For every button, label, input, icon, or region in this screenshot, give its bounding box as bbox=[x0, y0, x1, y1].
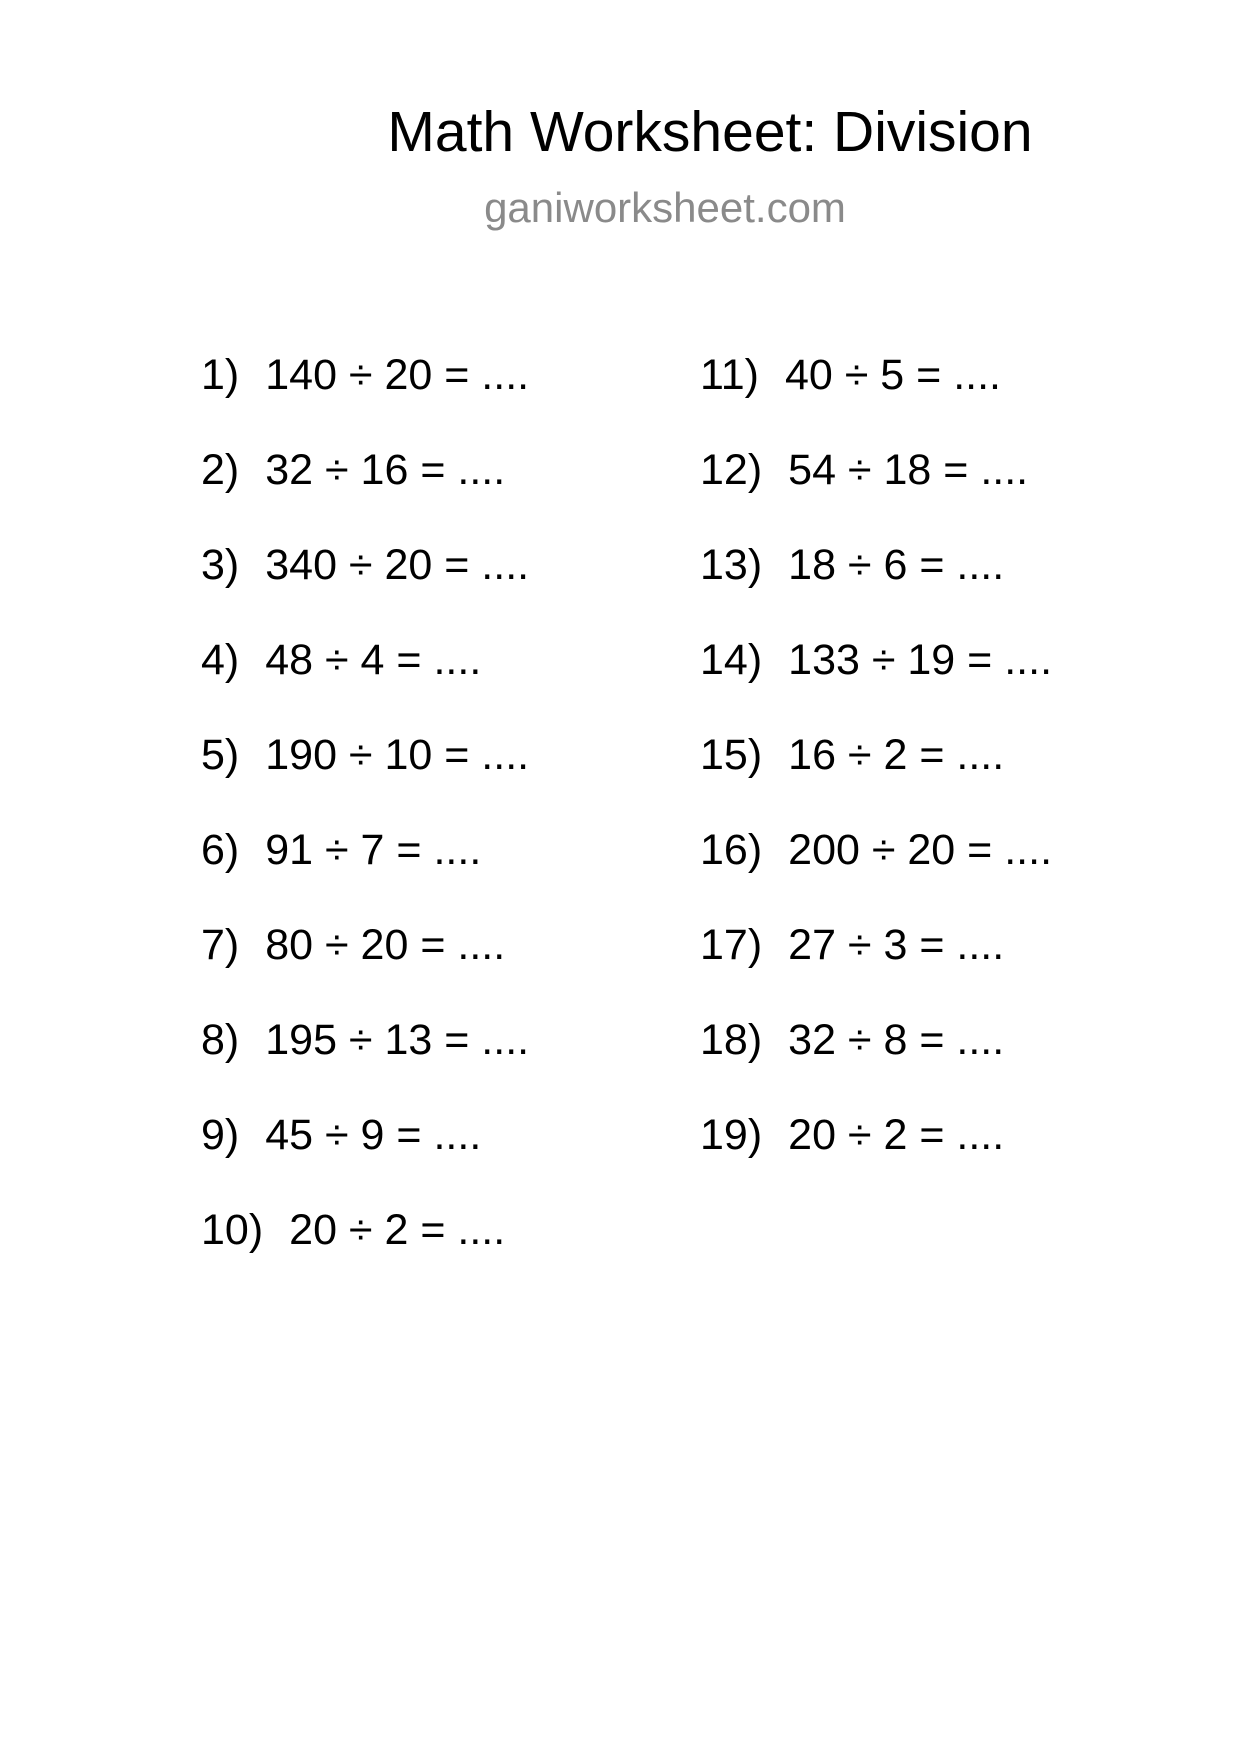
problem-expression: 140 ÷ 20 = .... bbox=[265, 351, 530, 399]
problem-number: 6) bbox=[201, 826, 240, 874]
problem-expression: 48 ÷ 4 = .... bbox=[265, 636, 482, 684]
problem-expression: 32 ÷ 8 = .... bbox=[788, 1016, 1005, 1064]
problem-number: 19) bbox=[700, 1111, 763, 1159]
problem-17 bbox=[700, 919, 1052, 1014]
problem-number: 7) bbox=[201, 921, 240, 969]
problem-expression: 80 ÷ 20 = .... bbox=[265, 921, 506, 969]
problem-expression: 32 ÷ 16 = .... bbox=[265, 446, 506, 494]
problem-number: 17) bbox=[700, 921, 763, 969]
problem-14 bbox=[700, 634, 1052, 729]
problem-number: 5) bbox=[201, 731, 240, 779]
problem-expression: 45 ÷ 9 = .... bbox=[265, 1111, 482, 1159]
problem-10 bbox=[201, 1204, 529, 1299]
problem-number: 18) bbox=[700, 1016, 763, 1064]
problem-number: 13) bbox=[700, 541, 763, 589]
problem-column-right bbox=[700, 349, 1052, 1204]
problem-number: 11) bbox=[700, 351, 759, 399]
problem-expression: 20 ÷ 2 = .... bbox=[788, 1111, 1005, 1159]
problem-expression: 133 ÷ 19 = .... bbox=[788, 636, 1053, 684]
problem-number: 1) bbox=[201, 351, 240, 399]
problem-15 bbox=[700, 729, 1052, 824]
problem-number: 2) bbox=[201, 446, 240, 494]
site-url: ganiworksheet.com bbox=[484, 184, 846, 231]
problem-11 bbox=[700, 349, 1052, 444]
problem-expression: 91 ÷ 7 = .... bbox=[265, 826, 482, 874]
problem-number: 10) bbox=[201, 1206, 264, 1254]
problem-13 bbox=[700, 539, 1052, 634]
problem-expression: 54 ÷ 18 = .... bbox=[788, 446, 1029, 494]
problem-expression: 40 ÷ 5 = .... bbox=[784, 351, 1001, 399]
problem-number: 3) bbox=[201, 541, 240, 589]
problem-number: 4) bbox=[201, 636, 240, 684]
problem-2 bbox=[201, 444, 529, 539]
problem-expression: 27 ÷ 3 = .... bbox=[788, 921, 1005, 969]
problem-19 bbox=[700, 1109, 1052, 1204]
problem-12 bbox=[700, 444, 1052, 539]
problem-8 bbox=[201, 1014, 529, 1109]
problem-number: 9) bbox=[201, 1111, 240, 1159]
page-title: Math Worksheet: Division bbox=[387, 100, 1033, 164]
problem-9 bbox=[201, 1109, 529, 1204]
problem-expression: 190 ÷ 10 = .... bbox=[265, 731, 530, 779]
problem-expression: 16 ÷ 2 = .... bbox=[788, 731, 1005, 779]
problem-5 bbox=[201, 729, 529, 824]
problem-expression: 200 ÷ 20 = .... bbox=[788, 826, 1053, 874]
problem-3 bbox=[201, 539, 529, 634]
problem-1 bbox=[201, 349, 529, 444]
problem-number: 15) bbox=[700, 731, 763, 779]
problem-6 bbox=[201, 824, 529, 919]
problem-number: 14) bbox=[700, 636, 763, 684]
problem-expression: 195 ÷ 13 = .... bbox=[265, 1016, 530, 1064]
problem-expression: 340 ÷ 20 = .... bbox=[265, 541, 530, 589]
problem-expression: 18 ÷ 6 = .... bbox=[788, 541, 1005, 589]
problem-16 bbox=[700, 824, 1052, 919]
problem-4 bbox=[201, 634, 529, 729]
problem-column-left bbox=[201, 349, 529, 1299]
problem-7 bbox=[201, 919, 529, 1014]
problem-number: 16) bbox=[700, 826, 763, 874]
problem-expression: 20 ÷ 2 = .... bbox=[289, 1206, 506, 1254]
problem-number: 12) bbox=[700, 446, 763, 494]
problem-18 bbox=[700, 1014, 1052, 1109]
problem-number: 8) bbox=[201, 1016, 240, 1064]
